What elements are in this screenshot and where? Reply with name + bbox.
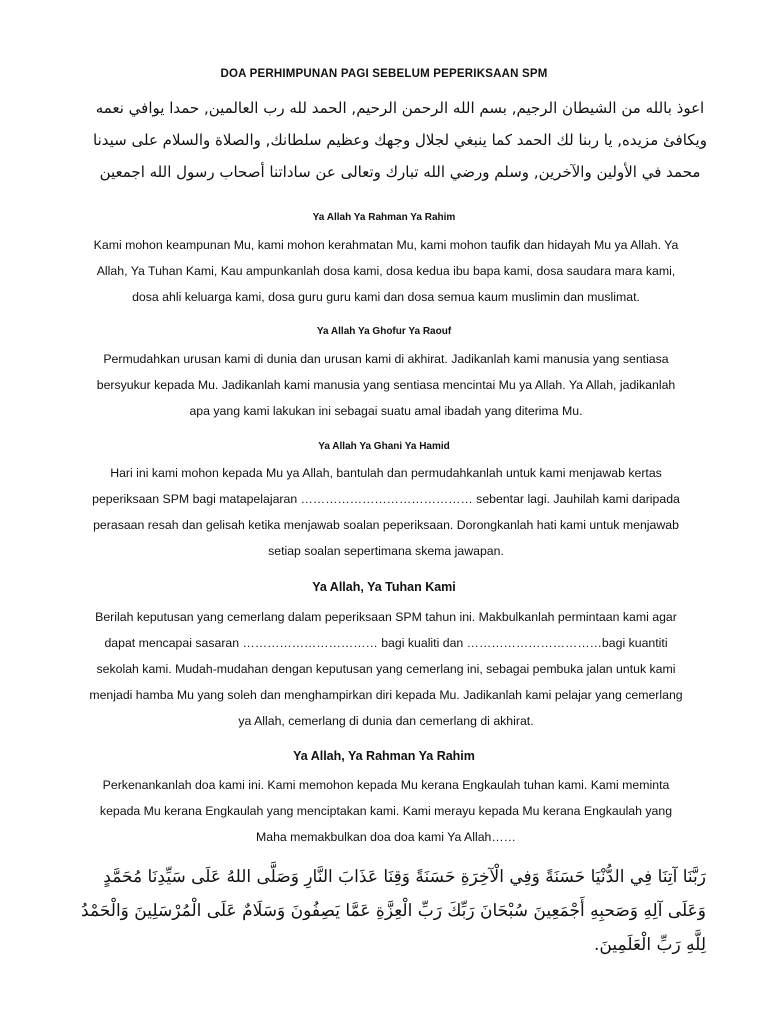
- section-heading-tuhan-kami: Ya Allah, Ya Tuhan Kami: [312, 580, 456, 594]
- section-text-accept-prayer: Perkenankanlah doa kami ini. Kami memohon kepada Mu kerana Engkaulah tuhan kami. Kami meminta kepada Mu kerana Engkaulah yang menciptakan kami. Kami merayu kepada Mu kerana Engkaulah yang Maha memakbulkan doa doa kami Ya Allah……: [99, 778, 673, 844]
- section-text-forgiveness: Kami mohon keampunan Mu, kami mohon kerahmatan Mu, kami mohon taufik dan hidayah Mu ya Allah. Ya Allah, Ya Tuhan Kami, Kau ampunkanlah dosa kami, dosa kedua ibu bapa kami, dosa saudara mara kami, dosa ahli keluarga kami, dosa guru guru kami dan dosa semua kaum muslimin dan muslimat.: [93, 238, 679, 304]
- section-heading-ghofur-raouf: Ya Allah Ya Ghofur Ya Raouf: [316, 326, 452, 337]
- section-heading-rahman-rahim-closing: Ya Allah, Ya Rahman Ya Rahim: [293, 749, 475, 763]
- section-heading-rahman-rahim: Ya Allah Ya Rahman Ya Rahim: [312, 212, 456, 223]
- section-text-exam-help: Hari ini kami mohon kepada Mu ya Allah, bantulah dan permudahkanlah untuk kami menjawab kertas peperiksaan SPM bagi matapelajaran …………………………………… sebentar lagi. Jauhilah kami daripada perasaan resah dan gelisah ketika menjawab soalan peperiksaan. Dorongkanlah hati kami untuk menjawab setiap soalan sepertimana skema jawapan.: [92, 466, 680, 558]
- arabic-opening-prayer: اعوذ بالله من الشيطان الرجيم, بسم الله الرحمن الرحيم, الحمد لله رب العالمين, حمدا يوافي نعمه ويكافئ مزيده, يا ربنا لك الحمد كما ينبغي لجلال وجهك وعظيم سلطانك, والصلاة والسلام على سيدنا محمد في الأولين والآخرين, وسلم ورضي الله تبارك وتعالى عن ساداتنا أصحاب رسول الله اجمعين: [93, 99, 707, 181]
- section-heading-ghani-hamid: Ya Allah Ya Ghani Ya Hamid: [318, 441, 450, 452]
- page-title: DOA PERHIMPUNAN PAGI SEBELUM PEPERIKSAAN SPM: [220, 68, 548, 80]
- section-text-ease-affairs: Permudahkan urusan kami di dunia dan urusan kami di akhirat. Jadikanlah kami manusia yang sentiasa bersyukur kepada Mu. Jadikanlah kami manusia yang sentiasa mencintai Mu ya Allah. Ya Allah, jadikanlah apa yang kami lakukan ini sebagai suatu amal ibadah yang diterima Mu.: [96, 352, 676, 418]
- arabic-closing-prayer: رَبَّنَا آتِنَا فِي الدُّنْيَا حَسَنَةً وَفِي الْآخِرَةِ حَسَنَةً وَقِنَا عَذَابَ النَّارِ وَصَلَّى اللهُ عَلَى سَيِّدِنَا مُحَمَّدٍ وَعَلَى آلِهِ وَصَحبِهِ أَجْمَعِينَ سُبْحَانَ رَبِّكَ رَبِّ الْعِزَّةِ عَمَّا يَصِفُونَ وَسَلَامٌ عَلَى الْمُرْسَلِينَ وَالْحَمْدُ لِلَّهِ رَبِّ الْعَلَمِينَ.: [81, 867, 706, 955]
- section-text-excellent-results: Berilah keputusan yang cemerlang dalam peperiksaan SPM tahun ini. Makbulkanlah permintaan kami agar dapat mencapai sasaran …………………………… bagi kualiti dan ……………………………bagi kuantiti sekolah kami. Mudah-mudahan dengan keputusan yang cemerlang ini, sebagai pembuka jalan untuk kami menjadi hamba Mu yang soleh dan menghampirkan diri kepada Mu. Jadikanlah kami pelajar yang cemerlang ya Allah, cemerlang di dunia dan cemerlang di akhirat.: [89, 610, 683, 728]
